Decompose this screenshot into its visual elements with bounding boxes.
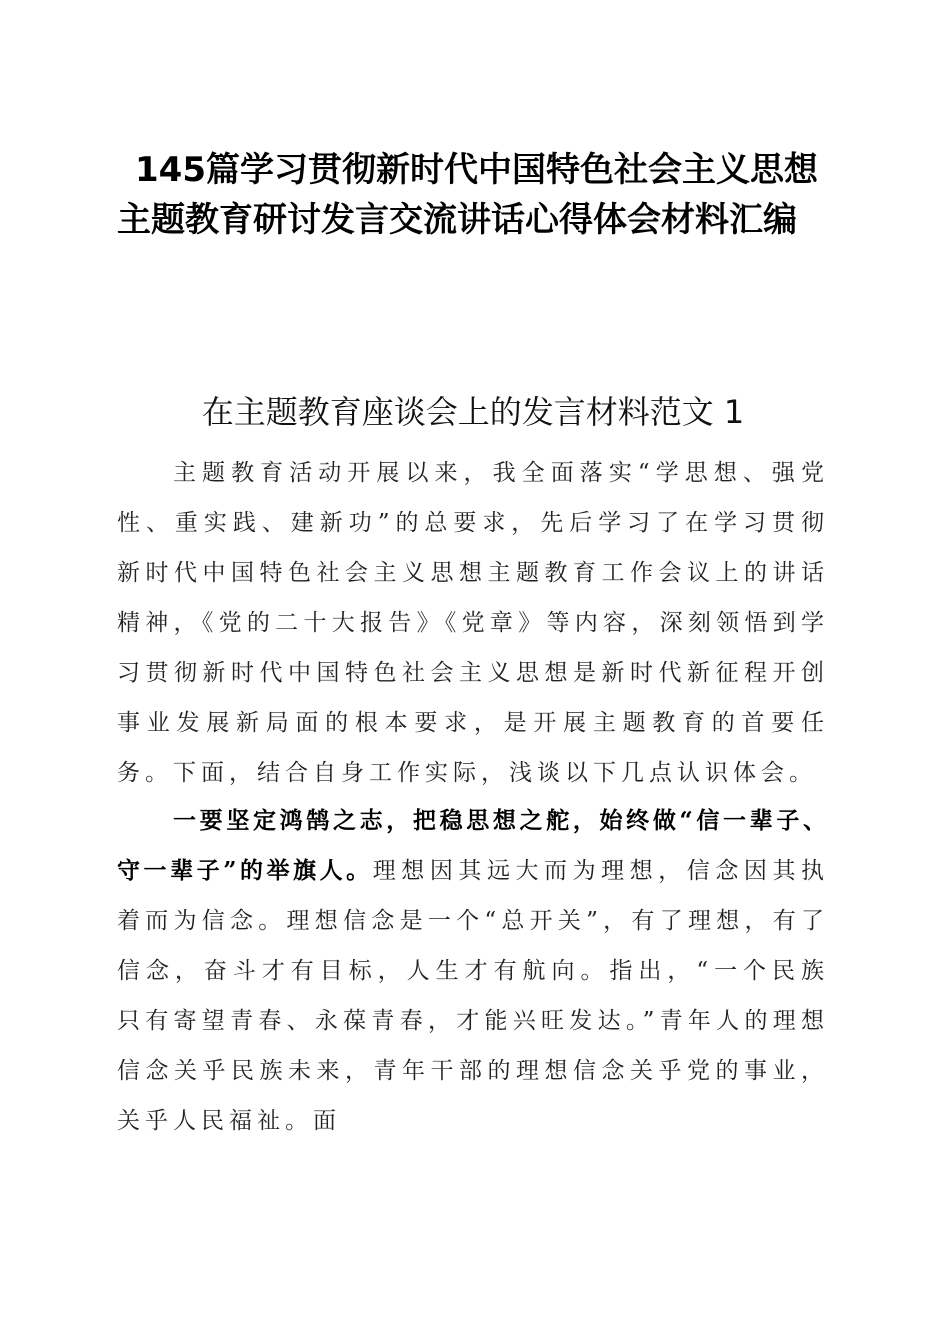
document-title: 145篇学习贯彻新时代中国特色社会主义思想主题教育研讨发言交流讲话心得体会材料汇编 bbox=[117, 150, 818, 240]
paragraph-2-lead: 一要坚定鸿鹄之志，把稳思想之舵，始终做“信一辈子、守一辈子”的举旗人。 bbox=[117, 807, 829, 884]
paragraph-1-text: 主题教育活动开展以来，我全面落实“学思想、强党性、重实践、建新功”的总要求，先后学习了在学习贯彻新时代中国特色社会主义思想主题教育工作会议上的讲话精神，《党的二十大报告》《党章》等内容，深刻领悟到学习贯彻新时代中国特色社会主义思想是新时代新征程开创事业发展新局面的根本要求，是开展主题教育的首要任务。下面，结合自身工作实际，浅谈以下几点认识体会。 bbox=[117, 460, 829, 786]
paragraph-2-text: 理想因其远大而为理想，信念因其执着而为信念。理想信念是一个“总开关”，有了理想，有了信念，奋斗才有目标，人生才有航向。指出，“一个民族只有寄望青春、永葆青春，才能兴旺发达。”青年人的理想信念关乎民族未来，青年干部的理想信念关乎党的事业，关乎人民福祉。面 bbox=[117, 858, 830, 1134]
body-paragraph-2 bbox=[117, 796, 829, 1146]
body-paragraph-1 bbox=[117, 448, 829, 798]
section-title: 在主题教育座谈会上的发言材料范文 1 bbox=[201, 393, 745, 431]
